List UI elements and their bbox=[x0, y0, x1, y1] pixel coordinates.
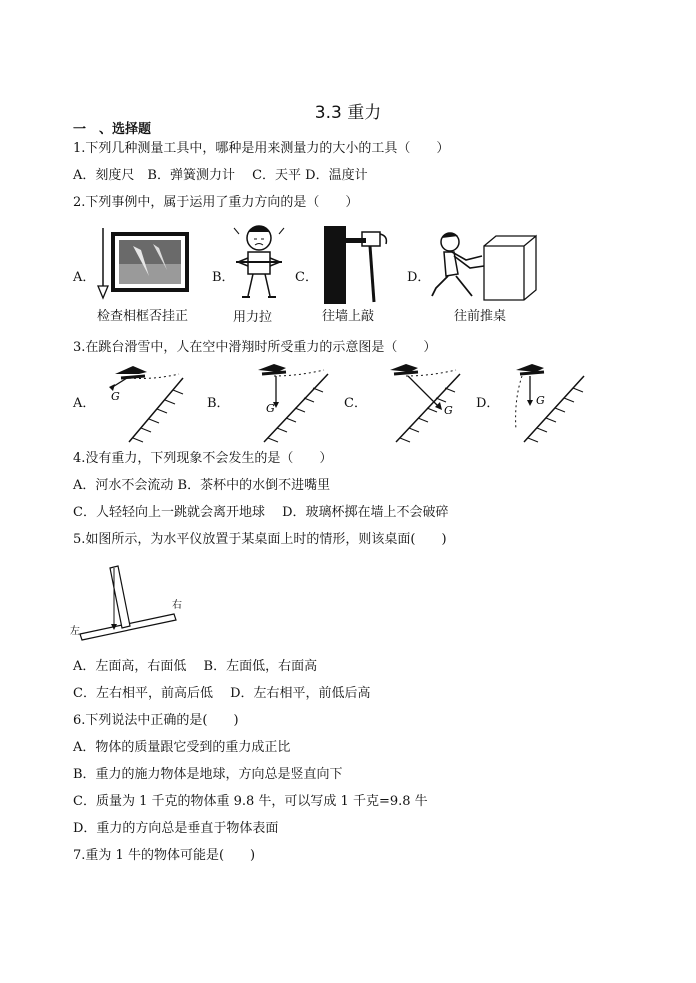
q4-options-line1: A．河水不会流动 B．茶杯中的水倒不进嘴里 bbox=[73, 478, 331, 493]
q6-stem: 6.下列说法中正确的是( ) bbox=[73, 713, 239, 728]
q2-label-b: B． bbox=[212, 270, 235, 285]
q5-level-figure bbox=[70, 562, 190, 642]
q5-options-line1: A．左面高，右面低 B．左面低，右面高 bbox=[73, 659, 318, 674]
q3-force-label-a: G bbox=[111, 390, 120, 403]
q2-caption-d: 往前推桌 bbox=[454, 309, 507, 324]
q2-caption-b: 用力拉 bbox=[233, 310, 273, 325]
q3-force-label-b: G bbox=[266, 402, 275, 415]
q6-option-c: C．质量为 1 千克的物体重 9.8 牛，可以写成 1 千克=9.8 牛 bbox=[73, 794, 428, 809]
q2-caption-a: 检查相框否挂正 bbox=[97, 309, 189, 324]
q2-label-a: A． bbox=[73, 270, 96, 285]
q3-figure-c bbox=[366, 360, 476, 446]
q2-figure-d bbox=[428, 226, 540, 304]
q5-label-right: 右 bbox=[172, 600, 182, 611]
q4-stem: 4.没有重力，下列现象不会发生的是（ ） bbox=[73, 451, 333, 466]
q6-option-d: D．重力的方向总是垂直于物体表面 bbox=[73, 821, 279, 836]
q5-stem: 5.如图所示，为水平仪放置于某桌面上时的情形，则该桌面( ) bbox=[73, 532, 447, 547]
q2-stem: 2.下列事例中，属于运用了重力方向的是（ ） bbox=[73, 195, 359, 210]
q7-stem: 7.重为 1 牛的物体可能是( ) bbox=[73, 848, 256, 863]
q4-options-line2: C．人轻轻向上一跳就会离开地球 D．玻璃杯掷在墙上不会破碎 bbox=[73, 505, 449, 520]
q3-label-d: D． bbox=[476, 396, 500, 411]
q3-force-label-c: G bbox=[444, 404, 453, 417]
q2-figure-a bbox=[93, 224, 193, 306]
q1-stem: 1.下列几种测量工具中，哪种是用来测量力的大小的工具（ ） bbox=[73, 141, 450, 156]
q2-figure-c bbox=[318, 224, 390, 306]
q2-label-c: C． bbox=[295, 270, 318, 285]
q2-figure-b bbox=[228, 218, 290, 302]
q6-option-a: A．物体的质量跟它受到的重力成正比 bbox=[73, 740, 291, 755]
q3-label-c: C． bbox=[344, 396, 367, 411]
q2-caption-c: 往墙上敲 bbox=[322, 309, 375, 324]
page-title: 3.3 重力 bbox=[314, 103, 382, 123]
q5-options-line2: C．左右相平，前高后低 D．左右相平，前低后高 bbox=[73, 686, 371, 701]
q3-label-b: B． bbox=[207, 396, 230, 411]
section-heading: 一 、选择题 bbox=[73, 122, 152, 137]
q3-figure-a bbox=[93, 360, 203, 446]
q5-label-left: 左 bbox=[70, 626, 80, 637]
q6-option-b: B．重力的施力物体是地球，方向总是竖直向下 bbox=[73, 767, 343, 782]
q1-options: A．刻度尺 B．弹簧测力计 C．天平 D．温度计 bbox=[73, 168, 368, 183]
q3-figure-d bbox=[494, 360, 604, 446]
q3-stem: 3.在跳台滑雪中，人在空中滑翔时所受重力的示意图是（ ） bbox=[73, 340, 437, 355]
q3-label-a: A． bbox=[73, 396, 96, 411]
q3-figure-b bbox=[228, 360, 338, 446]
q2-label-d: D． bbox=[407, 270, 431, 285]
q3-force-label-d: G bbox=[536, 394, 545, 407]
